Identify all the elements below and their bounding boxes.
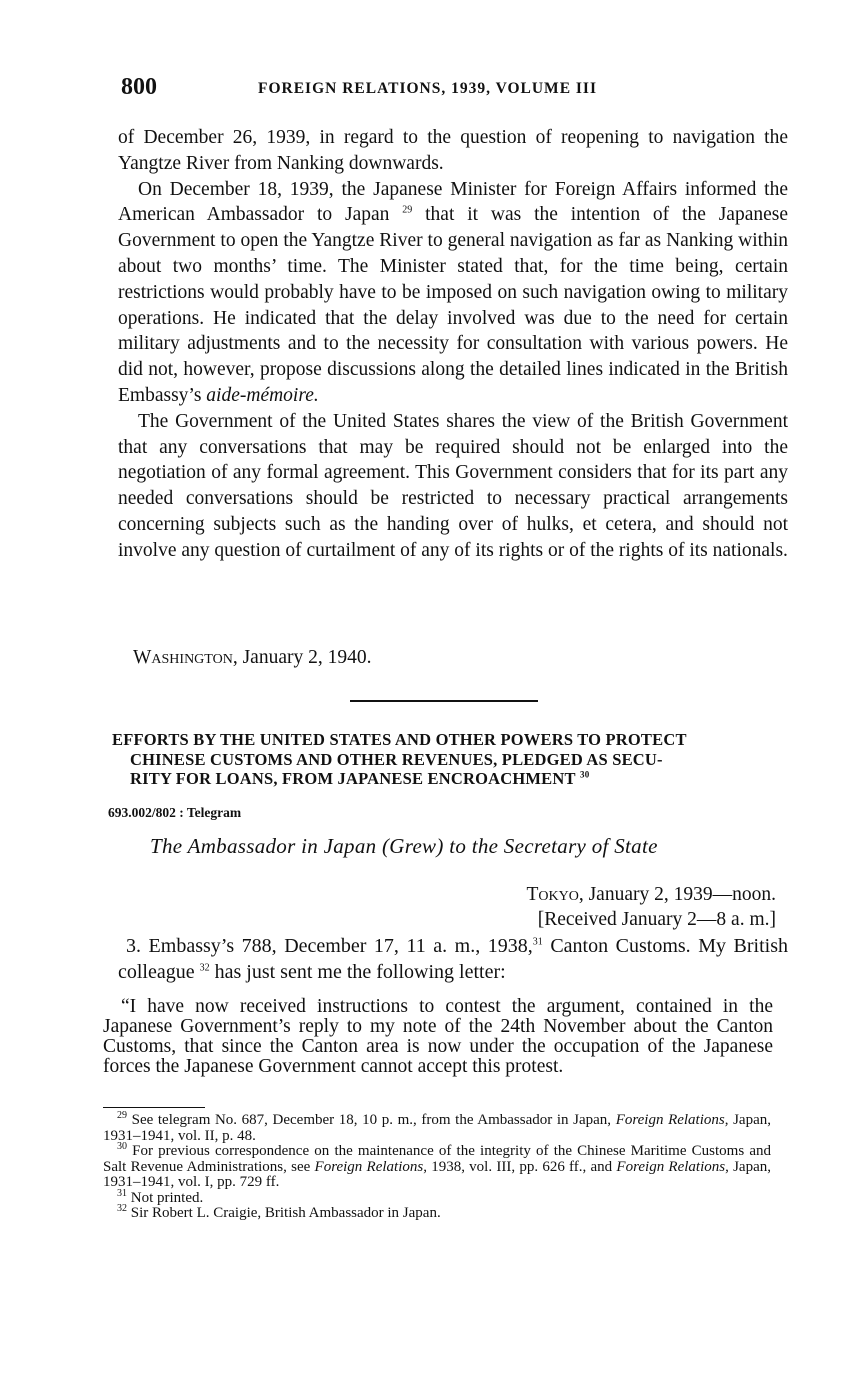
previous-document-text [118,125,788,564]
footnote [103,1141,771,1191]
quote-paragraph: “I have now received instructions to contest the argument, contained in the Japanese Government’s reply to my note of the 24th November about the Canton Customs, that since the Canton area is now under the occupation of the Japanese forces the Japanese Government cannot accept this protest. [103,996,773,1077]
page-number: 800 [121,74,157,100]
place-date [526,884,776,906]
heading-line: CHINESE CUSTOMS AND OTHER REVENUES, PLEDGED AS SECU- [130,749,663,769]
footnote-text: See telegram No. 687, December 18, 10 p. m., from the Ambassador in Japan, [127,1112,616,1128]
footnote [103,1203,771,1222]
paragraph-text: On December 18, 1939, the Japanese Minister for Foreign Affairs informed the American Ambassador to Japan [118,178,788,226]
place: Tokyo [526,884,579,905]
signoff-place: Washington [133,647,233,668]
heading-line [112,769,780,789]
paragraph-text: that it was the intention of the Japanese Government to open the Yangtze River to general navigation as far as Nanking within about two months’ time. The Minister stated that, for the time being, certain restrictions would probably have to be imposed on such navigation owing to military operations. He indicated that the delay involved was due to the need for certain military adjustments and to the necessity for consultation with various powers. He did not, however, propose discussions along the detailed lines indicated in the British Embassy’s [118,204,788,406]
paragraph: of December 26, 1939, in regard to the question of reopening to navigation the Yangtze River from Nanking downwards. [118,127,788,174]
footnote-text: Sir Robert L. Craigie, British Ambassador in Japan. [127,1205,441,1221]
footnote [103,1110,772,1144]
footnote [103,1187,771,1207]
document-file-id: 693.002/802 : Telegram [108,805,242,820]
section-heading [112,730,780,789]
footnote-text: , Japan, 1931–1941, vol. I, pp. 729 ff. [103,1158,771,1190]
heading-line-text: RITY FOR LOANS, FROM JAPANESE ENCROACHMENT [130,769,576,788]
footnote-number: 30 [117,1141,127,1152]
received-line: [Received January 2—8 a. m.] [537,909,776,930]
quoted-letter [103,997,773,1077]
footnote-italic: Foreign Relations [314,1158,424,1175]
footnote-ref: 29 [402,204,413,216]
italic-term: aide-mémoire. [206,384,319,406]
footnote-italic: Foreign Relations [616,1158,726,1175]
footnote-number: 31 [117,1187,127,1199]
signoff-date: , January 2, 1940. [232,647,372,668]
footnote-italic: Foreign Relations [615,1112,725,1128]
footnote-text: , Japan, 1931–1941, vol. II, p. 48. [103,1112,772,1144]
paragraph: The Government of the United States shares the view of the British Government that any conversations that may be required should not be enlarged into the negotiation of any formal agreement. This Government considers that for its part any needed conversations should be restricted to necessary practical arrangements concerning subjects such as the handing over of hulks, et cetera, and should not involve any question of curtailment of any of its rights or of the rights of its nationals. [118,410,788,561]
footnote-text: For previous correspondence on the maintenance of the integrity of the Chinese Maritime Customs and Salt Revenue Administrations, see [103,1143,771,1175]
paragraph-text: Canton Customs. My British colleague [118,935,788,983]
footnote-ref: 32 [199,961,210,973]
footnote-ref: 31 [532,936,543,948]
document-body [118,934,788,985]
running-head: FOREIGN RELATIONS, 1939, VOLUME III [258,80,597,97]
footnote-number: 29 [117,1110,127,1121]
footnote-number: 32 [117,1203,127,1214]
date-time: , January 2, 1939—noon. [578,884,776,905]
footnote-rule [103,1107,205,1108]
heading-line: EFFORTS BY THE UNITED STATES AND OTHER POWERS TO PROTECT [112,730,687,749]
paragraph [118,177,788,409]
paragraph-text: has just sent me the following letter: [209,960,506,983]
footnote-text: Not printed. [127,1189,204,1206]
signoff [133,647,371,669]
footnotes [103,1110,772,1222]
footnote-text: , 1938, vol. III, pp. 626 ff., and [423,1158,617,1175]
footnote-ref: 30 [580,769,590,780]
paragraph [118,934,788,985]
paragraph-text: 3. Embassy’s 788, December 17, 11 a. m., 1938, [126,935,533,957]
document-title: The Ambassador in Japan (Grew) to the Secretary of State [150,834,658,858]
section-divider [350,700,538,702]
